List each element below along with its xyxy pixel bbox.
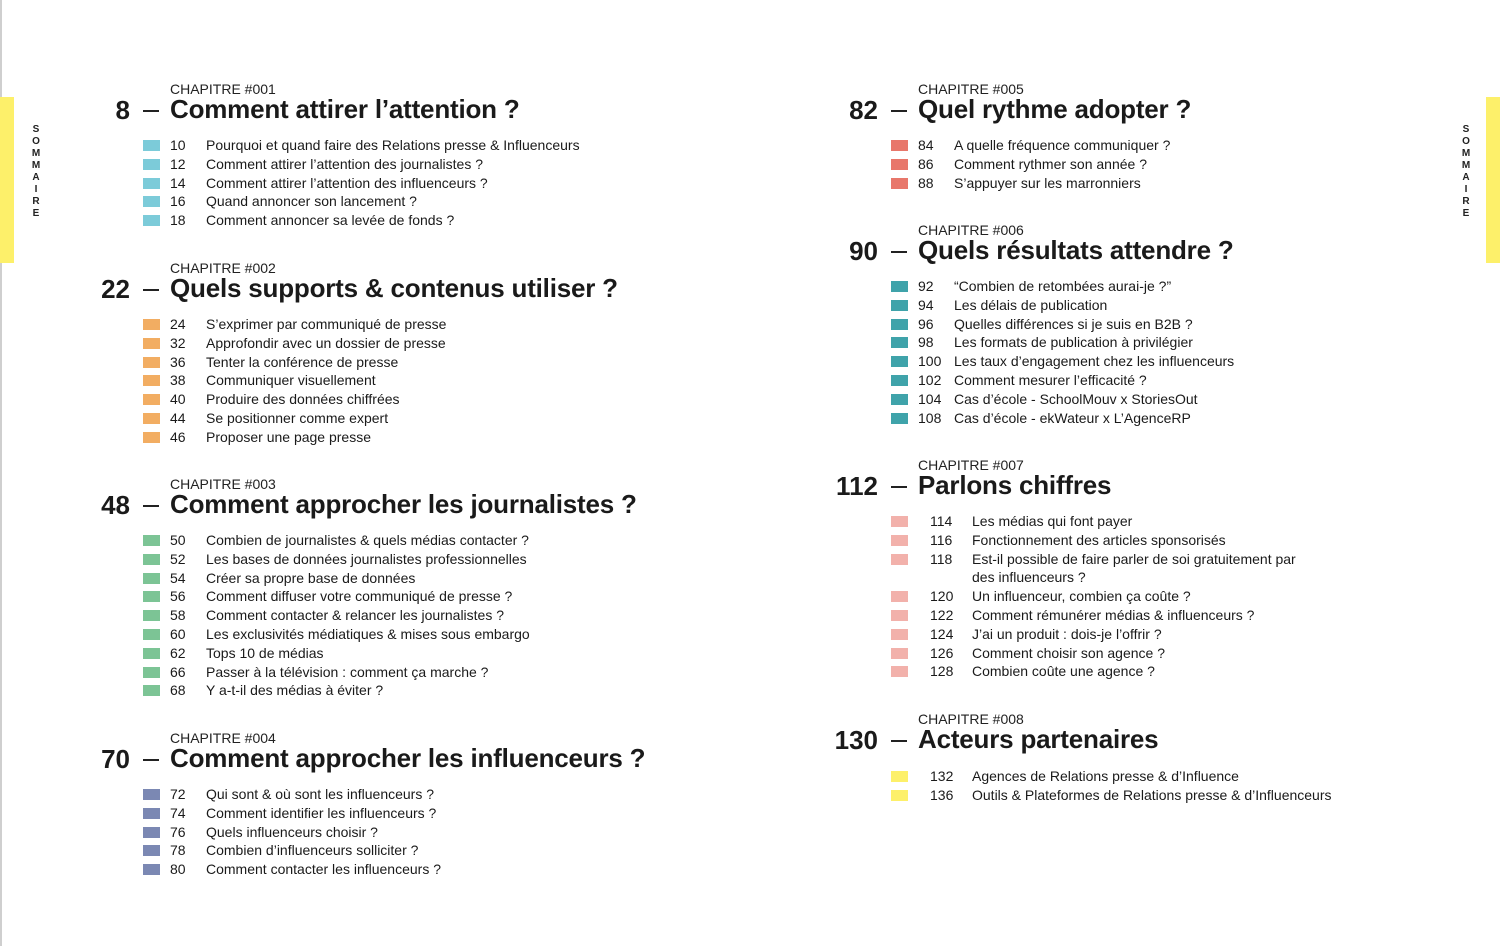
entry-title: Comment contacter & relancer les journalistes ? — [206, 607, 505, 624]
entry-title: Pourquoi et quand faire des Relations presse & Influenceurs — [206, 137, 580, 153]
color-marker — [143, 808, 160, 819]
color-marker — [143, 159, 160, 170]
entry-page-number: 44 — [170, 409, 186, 426]
chapter-label: CHAPITRE #001 — [170, 81, 276, 97]
sommaire-letter: I — [1464, 184, 1468, 195]
entry-title: Quand annoncer son lancement ? — [206, 193, 417, 210]
entry-title: Les taux d’engagement chez les influenceurs — [954, 353, 1235, 370]
entry-page-number: 126 — [930, 644, 954, 661]
color-marker — [143, 413, 160, 424]
entry-title: Les bases de données journalistes professionnelles — [206, 550, 527, 567]
entry-page-number: 40 — [170, 391, 186, 408]
entry-page-number: 120 — [930, 588, 954, 605]
entry-title: Comment rythmer son année ? — [954, 155, 1147, 172]
entry-page-number: 18 — [170, 212, 186, 229]
entry-page-number: 78 — [170, 842, 186, 859]
entry-title: Y a-t-il des médias à éviter ? — [206, 682, 384, 699]
entry-title: Est-il possible de faire parler de soi gratuitement par des influenceurs ? — [972, 550, 1296, 586]
color-marker — [143, 789, 160, 800]
color-marker — [143, 629, 160, 640]
entry-page-number: 50 — [170, 532, 186, 548]
color-marker — [143, 319, 160, 330]
color-marker — [143, 215, 160, 226]
entry-title: Comment identifier les influenceurs ? — [206, 804, 437, 821]
entry-title: S’exprimer par communiqué de presse — [206, 316, 447, 332]
entry-title: Comment diffuser votre communiqué de presse ? — [206, 588, 513, 605]
chapter-label: CHAPITRE #002 — [170, 260, 276, 276]
sommaire-letter: A — [32, 172, 40, 183]
color-marker — [143, 196, 160, 207]
color-marker — [891, 516, 908, 527]
entry-page-number: 10 — [170, 137, 186, 153]
color-marker — [891, 535, 908, 546]
color-marker — [891, 591, 908, 602]
entry-title: Tenter la conférence de presse — [206, 353, 399, 370]
chapter-title[interactable]: Quel rythme adopter ? — [918, 94, 1192, 124]
color-marker — [143, 394, 160, 405]
entry-title: Quelles différences si je suis en B2B ? — [954, 315, 1193, 332]
color-marker — [143, 432, 160, 443]
chapter-dash — [891, 740, 907, 742]
chapter-label: CHAPITRE #004 — [170, 730, 276, 746]
entry-title: Comment annoncer sa levée de fonds ? — [206, 212, 455, 229]
entry-page-number: 132 — [930, 768, 954, 784]
chapter-label: CHAPITRE #007 — [918, 457, 1024, 473]
entry-page-number: 16 — [170, 193, 186, 210]
entry-page-number: 114 — [930, 513, 953, 529]
chapter-page-number[interactable]: 48 — [101, 490, 130, 520]
color-marker — [143, 140, 160, 151]
chapter-title[interactable]: Comment approcher les journalistes ? — [170, 489, 637, 519]
entry-page-number: 94 — [918, 296, 934, 313]
chapter-label: CHAPITRE #006 — [918, 222, 1024, 238]
color-marker — [891, 300, 908, 311]
entry-page-number: 128 — [930, 663, 954, 680]
sommaire-letter: M — [31, 160, 41, 171]
entry-page-number: 124 — [930, 625, 954, 642]
sommaire-letter: S — [1462, 124, 1470, 135]
entry-page-number: 68 — [170, 682, 186, 699]
chapter-page-number[interactable]: 90 — [849, 236, 878, 266]
chapter-title[interactable]: Quels supports & contenus utiliser ? — [170, 273, 618, 303]
entry-page-number: 24 — [170, 316, 186, 332]
entry-page-number: 96 — [918, 315, 934, 332]
sommaire-letter: M — [1461, 160, 1471, 171]
entry-page-number: 100 — [918, 353, 942, 370]
entry-page-number: 80 — [170, 861, 186, 878]
chapter-label: CHAPITRE #003 — [170, 476, 276, 492]
entry-page-number: 122 — [930, 606, 954, 623]
chapter-title[interactable]: Comment attirer l’attention ? — [170, 94, 520, 124]
sommaire-letter: O — [1462, 136, 1470, 147]
entry-page-number: 98 — [918, 334, 934, 351]
entry-page-number: 66 — [170, 663, 186, 680]
entry-title: Qui sont & où sont les influenceurs ? — [206, 786, 435, 802]
chapter-dash — [143, 759, 159, 761]
entry-page-number: 116 — [930, 531, 953, 548]
chapter-page-number[interactable]: 112 — [836, 471, 878, 501]
entry-page-number: 136 — [930, 786, 954, 803]
entry-page-number: 36 — [170, 353, 186, 370]
entry-page-number: 104 — [918, 390, 942, 407]
color-marker — [891, 648, 908, 659]
entry-page-number: 52 — [170, 550, 186, 567]
entry-title: Quels influenceurs choisir ? — [206, 823, 378, 840]
entry-page-number: 12 — [170, 155, 186, 172]
chapter-page-number[interactable]: 82 — [849, 95, 878, 125]
entry-title: Cas d’école - SchoolMouv x StoriesOut — [954, 390, 1198, 407]
color-marker — [143, 573, 160, 584]
color-marker — [891, 413, 908, 424]
color-marker — [891, 554, 908, 565]
color-marker — [891, 356, 908, 367]
entry-title: Combien coûte une agence ? — [972, 663, 1155, 680]
color-marker — [143, 648, 160, 659]
entry-page-number: 54 — [170, 569, 186, 586]
color-marker — [891, 140, 908, 151]
entry-title: Comment rémunérer médias & influenceurs ? — [972, 606, 1255, 623]
entry-page-number: 14 — [170, 174, 186, 191]
color-marker — [891, 337, 908, 348]
chapter-title[interactable]: Acteurs partenaires — [918, 724, 1159, 754]
entry-page-number: 86 — [918, 155, 934, 172]
chapter-page-number[interactable]: 130 — [834, 725, 878, 755]
chapter-dash — [891, 251, 907, 253]
chapter-label: CHAPITRE #008 — [918, 711, 1024, 727]
entry-title: J’ai un produit : dois-je l’offrir ? — [972, 625, 1162, 642]
entry-page-number: 60 — [170, 625, 186, 642]
color-marker — [891, 178, 908, 189]
entry-page-number: 46 — [170, 428, 186, 445]
color-marker — [143, 591, 160, 602]
sommaire-letter: O — [32, 136, 40, 147]
entry-title: Créer sa propre base de données — [206, 569, 416, 586]
entry-page-number: 56 — [170, 588, 186, 605]
chapter-title[interactable]: Quels résultats attendre ? — [918, 235, 1234, 265]
color-marker — [143, 535, 160, 546]
sommaire-letter: I — [34, 184, 38, 195]
entry-title: Cas d’école - ekWateur x L’AgenceRP — [954, 409, 1191, 426]
color-marker — [891, 610, 908, 621]
color-marker — [143, 667, 160, 678]
entry-title: Communiquer visuellement — [206, 372, 376, 389]
entry-title: Les formats de publication à privilégier — [954, 334, 1193, 351]
entry-title: Comment contacter les influenceurs ? — [206, 861, 441, 878]
color-marker — [143, 864, 160, 875]
entry-title: Comment mesurer l’efficacité ? — [954, 371, 1147, 388]
entry-title: Outils & Plateformes de Relations presse & d’Influenceurs — [972, 786, 1332, 803]
sidebar-accent-right — [1486, 97, 1500, 263]
chapter-dash — [891, 110, 907, 112]
chapter-label: CHAPITRE #005 — [918, 81, 1024, 97]
sommaire-label-right — [1459, 124, 1473, 220]
color-marker — [891, 771, 908, 782]
entry-title: Les exclusivités médiatiques & mises sous embargo — [206, 625, 530, 642]
entry-title: Passer à la télévision : comment ça marche ? — [206, 663, 489, 680]
entry-title: Fonctionnement des articles sponsorisés — [972, 531, 1226, 548]
sommaire-letter: A — [1462, 172, 1470, 183]
entry-title: Combien d’influenceurs solliciter ? — [206, 842, 419, 859]
entry-page-number: 84 — [918, 137, 934, 153]
entry-title: Agences de Relations presse & d’Influence — [972, 768, 1239, 784]
entry-page-number: 62 — [170, 644, 186, 661]
sommaire-letter: E — [32, 208, 40, 219]
color-marker — [891, 375, 908, 386]
entry-title: Combien de journalistes & quels médias contacter ? — [206, 532, 529, 548]
entry-title: S’appuyer sur les marronniers — [954, 174, 1141, 191]
entry-page-number: 102 — [918, 371, 942, 388]
entry-title: Se positionner comme expert — [206, 409, 389, 426]
color-marker — [891, 394, 908, 405]
color-marker — [143, 845, 160, 856]
chapter-dash — [143, 505, 159, 507]
color-marker — [143, 375, 160, 386]
entry-title: “Combien de retombées aurai-je ?” — [954, 278, 1172, 294]
entry-title: Comment attirer l’attention des journalistes ? — [206, 155, 484, 172]
color-marker — [143, 827, 160, 838]
chapter-title[interactable]: Parlons chiffres — [918, 470, 1112, 500]
entry-page-number: 118 — [930, 550, 953, 567]
entry-title: Approfondir avec un dossier de presse — [206, 334, 446, 351]
entry-title: Les médias qui font payer — [972, 513, 1133, 529]
color-marker — [143, 357, 160, 368]
chapter-dash — [143, 110, 159, 112]
color-marker — [143, 685, 160, 696]
sidebar-accent-left — [0, 97, 14, 263]
sommaire-letter: E — [1462, 208, 1470, 219]
chapter-page-number[interactable]: 22 — [101, 274, 130, 304]
entry-page-number: 92 — [918, 278, 934, 294]
color-marker — [891, 666, 908, 677]
sommaire-label-left — [29, 124, 43, 220]
chapter-dash — [891, 486, 907, 488]
color-marker — [891, 281, 908, 292]
sommaire-letter: M — [31, 148, 41, 159]
sommaire-letter: M — [1461, 148, 1471, 159]
chapter-page-number[interactable]: 70 — [101, 744, 130, 774]
chapter-title[interactable]: Comment approcher les influenceurs ? — [170, 743, 646, 773]
sommaire-letter: S — [32, 124, 40, 135]
color-marker — [143, 338, 160, 349]
entry-page-number: 58 — [170, 607, 186, 624]
entry-title: Proposer une page presse — [206, 428, 371, 445]
entry-title: Comment choisir son agence ? — [972, 644, 1165, 661]
entry-title: Produire des données chiffrées — [206, 391, 400, 408]
color-marker — [891, 629, 908, 640]
entry-title: Les délais de publication — [954, 296, 1108, 313]
entry-title: A quelle fréquence communiquer ? — [954, 137, 1171, 153]
entry-title: Un influenceur, combien ça coûte ? — [972, 588, 1191, 605]
color-marker — [143, 554, 160, 565]
sommaire-letter: R — [32, 196, 40, 207]
entry-page-number: 88 — [918, 174, 934, 191]
color-marker — [891, 790, 908, 801]
sommaire-letter: R — [1462, 196, 1470, 207]
color-marker — [143, 610, 160, 621]
entry-title: Tops 10 de médias — [206, 644, 324, 661]
chapter-page-number[interactable]: 8 — [115, 95, 130, 125]
color-marker — [143, 178, 160, 189]
entry-page-number: 72 — [170, 786, 186, 802]
entry-page-number: 38 — [170, 372, 186, 389]
color-marker — [891, 159, 908, 170]
entry-title: Comment attirer l’attention des influenceurs ? — [206, 174, 488, 191]
entry-page-number: 76 — [170, 823, 186, 840]
entry-page-number: 108 — [918, 409, 942, 426]
color-marker — [891, 319, 908, 330]
entry-page-number: 74 — [170, 804, 186, 821]
chapter-dash — [143, 289, 159, 291]
entry-page-number: 32 — [170, 334, 186, 351]
